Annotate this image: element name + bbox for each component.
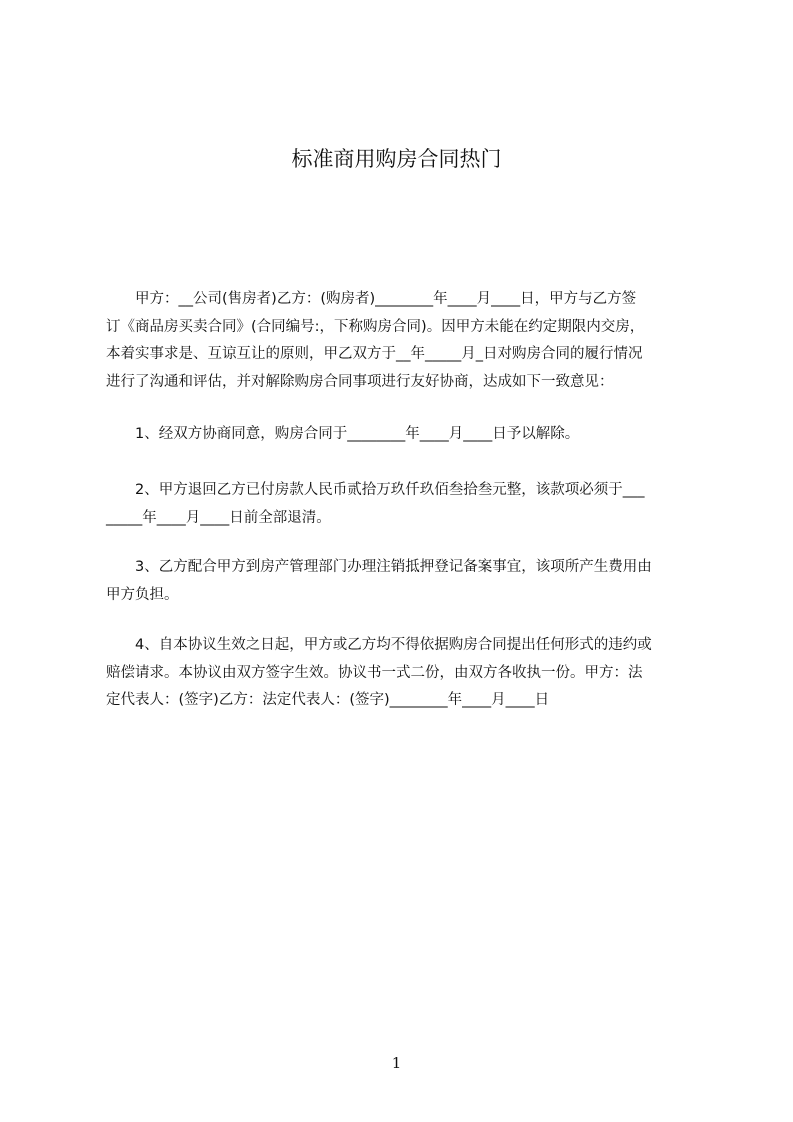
clause-4 [106,632,690,715]
paragraph-line: 甲方：__公司(售房者)乙方：(购房者)________年____月____日，甲方与乙方签 [106,291,637,307]
paragraph-line: 本着实事求是、互谅互让的原则，甲乙双方于__年_____月_日对购房合同的履行情况 [106,346,643,362]
page-number: 1 [391,1054,402,1072]
clause-3 [106,554,690,609]
clause-2 [106,477,690,532]
paragraph-line: 甲方负担。 [106,586,179,603]
paragraph-line: 定代表人：(签字)乙方：法定代表人：(签字)________年____月____日 [106,692,550,708]
paragraph-line: 进行了沟通和评估，并对解除购房合同事项进行友好协商，达成如下一致意见： [106,373,614,390]
clause-1 [106,421,690,449]
paragraph-line: 2、甲方退回乙方已付房款人民币贰拾万玖仟玖佰叁拾叁元整，该款项必须于___ [106,482,645,498]
document-title: 标准商用购房合同热门 [291,147,502,171]
paragraph-line: 4、自本协议生效之日起，甲方或乙方均不得依据购房合同提出任何形式的违约或 [106,637,652,653]
paragraph-line: 赔偿请求。本协议由双方签字生效。协议书一式二份，由双方各收执一份。甲方：法 [106,664,643,681]
paragraph-line: _____年____月____日前全部退清。 [106,509,331,526]
paragraph-line: 1、经双方协商同意，购房合同于________年____月____日予以解除。 [106,426,580,442]
paragraph-line: 订《商品房买卖合同》(合同编号:，下称购房合同)。因甲方未能在约定期限内交房， [106,318,645,335]
paragraph-intro [106,286,690,396]
paragraph-line: 3、乙方配合甲方到房产管理部门办理注销抵押登记备案事宜，该项所产生费用由 [106,559,652,575]
